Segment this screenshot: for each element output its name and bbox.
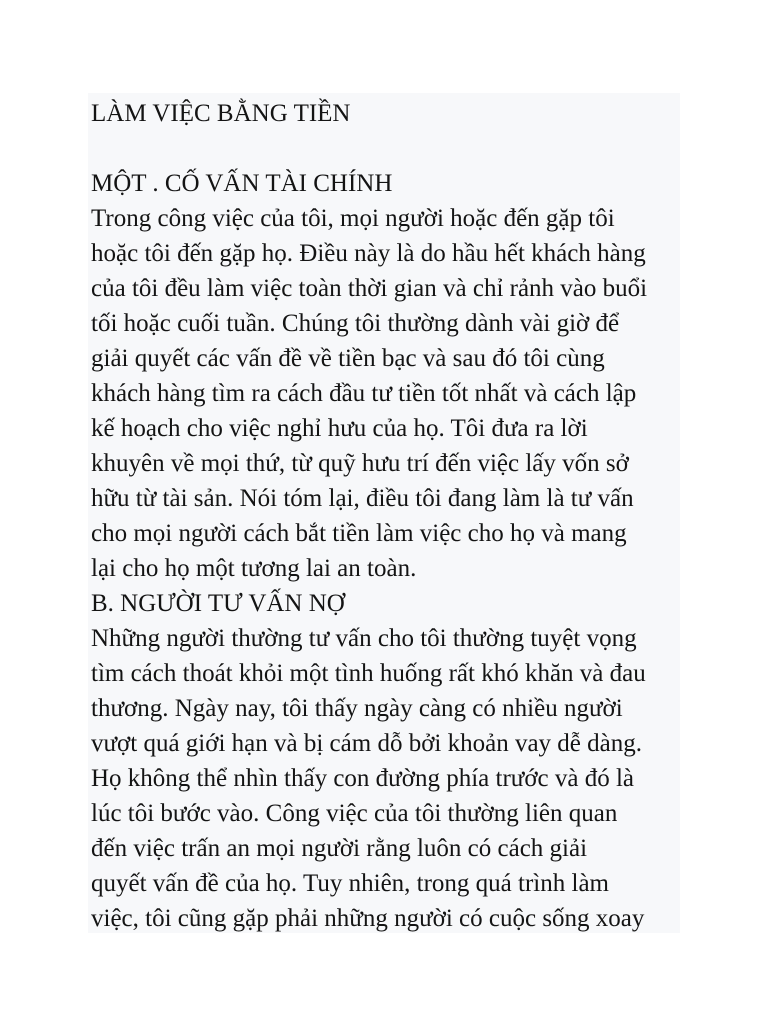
paragraph-line: quyết vấn đề của họ. Tuy nhiên, trong quá trình làm <box>91 870 609 897</box>
paragraph-line: hữu từ tài sản. Nói tóm lại, điều tôi đang làm là tư vấn <box>91 485 634 512</box>
paragraph-line: Trong công việc của tôi, mọi người hoặc đến gặp tôi <box>91 205 615 232</box>
blank-line <box>91 131 680 166</box>
paragraph-line: tối hoặc cuối tuần. Chúng tôi thường dành vài giờ để <box>91 310 620 337</box>
paragraph-line: giải quyết các vấn đề về tiền bạc và sau đó tôi cùng <box>91 345 605 372</box>
paragraph-line: kế hoạch cho việc nghỉ hưu của họ. Tôi đưa ra lời <box>91 415 588 442</box>
document-text-block <box>88 93 680 933</box>
paragraph-line: tìm cách thoát khỏi một tình huống rất khó khăn và đau <box>91 660 646 687</box>
paragraph-line: lúc tôi bước vào. Công việc của tôi thường liên quan <box>91 800 618 827</box>
paragraph-line: đến việc trấn an mọi người rằng luôn có cách giải <box>91 835 588 862</box>
paragraph-line: Những người thường tư vấn cho tôi thường tuyệt vọng <box>91 625 637 652</box>
section-one-heading: MỘT . CỐ VẤN TÀI CHÍNH <box>91 170 393 197</box>
paragraph-line: của tôi đều làm việc toàn thời gian và chỉ rảnh vào buổi <box>91 275 648 302</box>
paragraph-line: khách hàng tìm ra cách đầu tư tiền tốt nhất và cách lập <box>91 380 637 407</box>
paragraph-line: Họ không thể nhìn thấy con đường phía trước và đó là <box>91 765 635 792</box>
paragraph-line: cho mọi người cách bắt tiền làm việc cho họ và mang <box>91 520 627 547</box>
section-two-heading: B. NGƯỜI TƯ VẤN NỢ <box>91 590 345 617</box>
paragraph-line: việc, tôi cũng gặp phải những người có cuộc sống xoay <box>91 905 645 932</box>
paragraph-line: hoặc tôi đến gặp họ. Điều này là do hầu hết khách hàng <box>91 240 646 267</box>
document-title: LÀM VIỆC BẰNG TIỀN <box>91 100 351 127</box>
paragraph-line: thương. Ngày nay, tôi thấy ngày càng có nhiều người <box>91 695 623 722</box>
paragraph-line: lại cho họ một tương lai an toàn. <box>91 555 417 582</box>
paragraph-line: vượt quá giới hạn và bị cám dỗ bởi khoản vay dễ dàng. <box>91 730 643 757</box>
paragraph-line: khuyên về mọi thứ, từ quỹ hưu trí đến việc lấy vốn sở <box>91 450 629 477</box>
